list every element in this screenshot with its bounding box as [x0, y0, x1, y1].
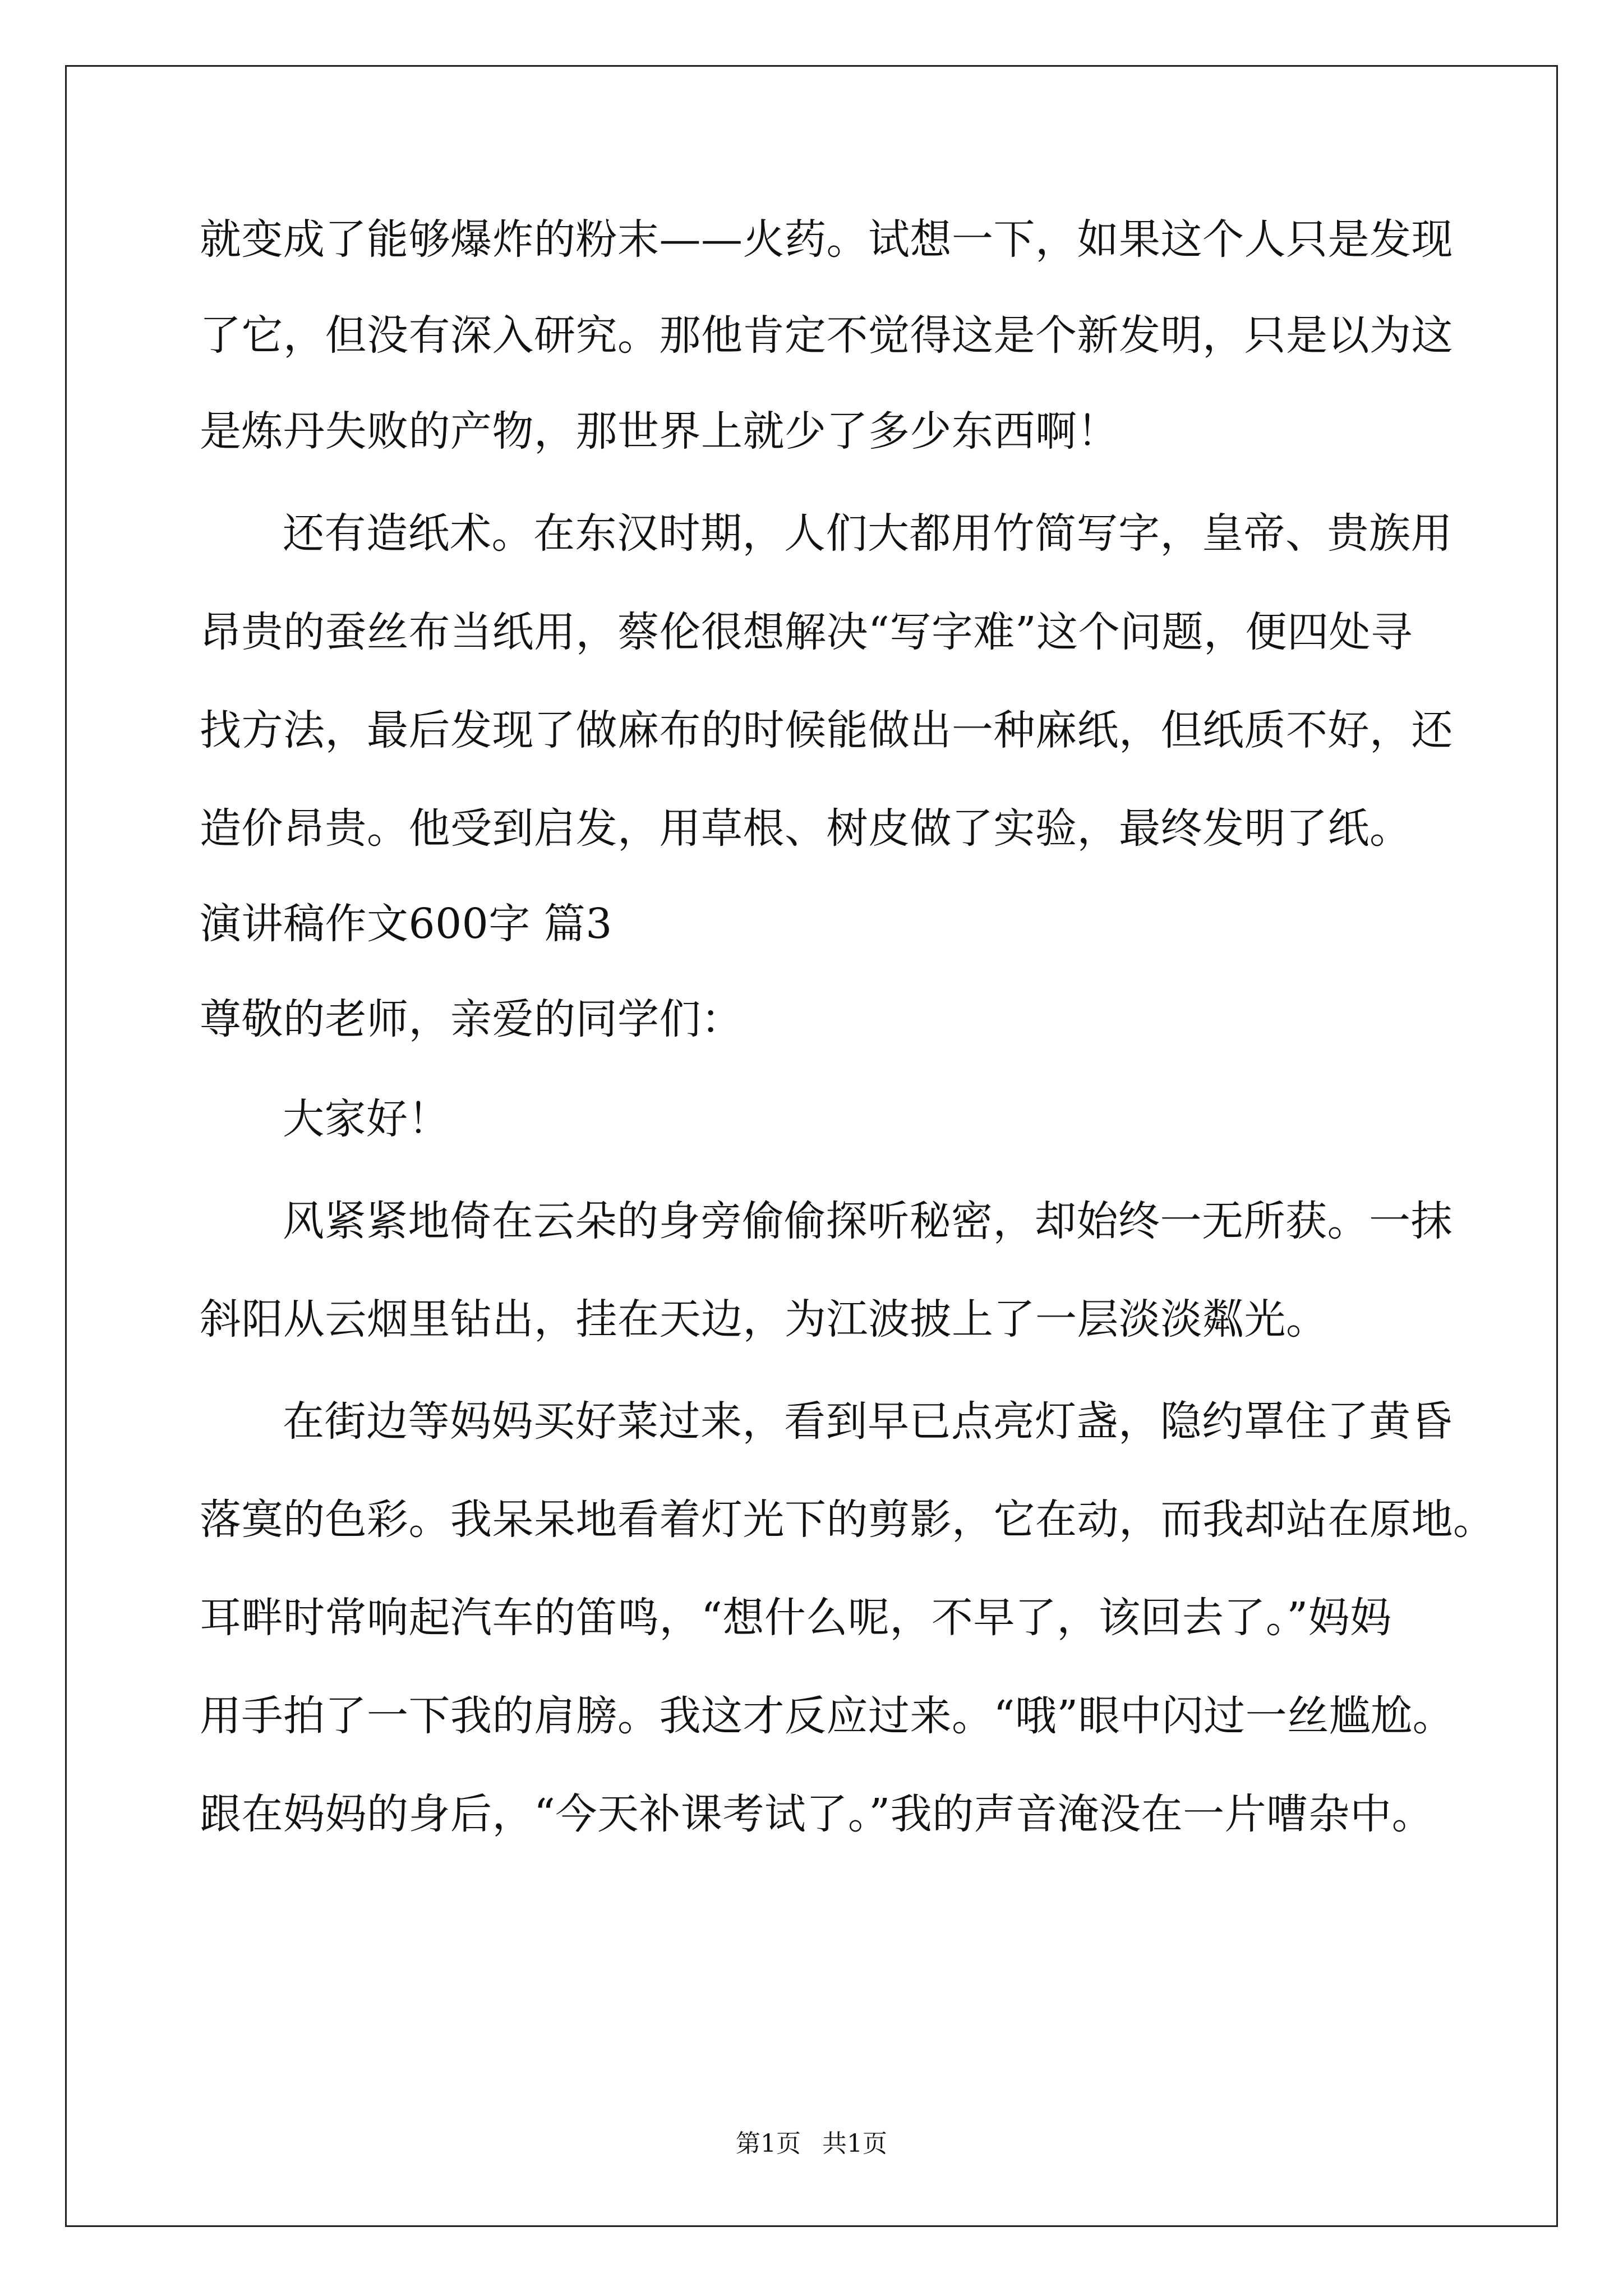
greeting: 大家好！ — [283, 1095, 450, 1143]
paragraph-line: 耳畔时常响起汽车的笛鸣，“想什么呢，不早了，该回去了。”妈妈 — [200, 1594, 1392, 1642]
paragraph-line: 造价昂贵。他受到启发，用草根、树皮做了实验，最终发明了纸。 — [200, 804, 1412, 853]
page-footer — [0, 2129, 1623, 2158]
paragraph-line: 斜阳从云烟里钻出，挂在天边，为江波披上了一层淡淡粼光。 — [200, 1295, 1328, 1343]
paragraph-line: 就变成了能够爆炸的粉末——火药。试想一下，如果这个人只是发现 — [200, 215, 1453, 264]
section-heading: 演讲稿作文600字 篇3 — [200, 900, 612, 948]
paragraph-line: 还有造纸术。在东汉时期，人们大都用竹简写字，皇帝、贵族用 — [283, 509, 1453, 558]
page-number: 第1页 — [736, 2129, 801, 2158]
paragraph-line: 了它，但没有深入研究。那他肯定不觉得这是个新发明，只是以为这 — [200, 311, 1453, 360]
paragraph-line: 昂贵的蚕丝布当纸用，蔡伦很想解决“写字难”这个问题，便四处寻 — [200, 608, 1413, 656]
page-border — [65, 65, 1558, 2227]
page-total: 共1页 — [822, 2129, 887, 2158]
paragraph-line: 在街边等妈妈买好菜过来，看到早已点亮灯盏，隐约罩住了黄昏 — [283, 1397, 1453, 1446]
paragraph-line: 用手拍了一下我的肩膀。我这才反应过来。“哦”眼中闪过一丝尴尬。 — [200, 1692, 1455, 1740]
paragraph-line: 找方法，最后发现了做麻布的时候能做出一种麻纸，但纸质不好，还 — [200, 706, 1453, 754]
paragraph-line: 落寞的色彩。我呆呆地看着灯光下的剪影，它在动，而我却站在原地。 — [200, 1496, 1495, 1544]
paragraph-line: 风紧紧地倚在云朵的身旁偷偷探听秘密，却始终一无所获。一抹 — [283, 1197, 1453, 1245]
paragraph-line: 跟在妈妈的身后，“今天补课考试了。”我的声音淹没在一片嘈杂中。 — [200, 1790, 1434, 1838]
salutation: 尊敬的老师，亲爱的同学们： — [200, 995, 743, 1043]
paragraph-line: 是炼丹失败的产物，那世界上就少了多少东西啊！ — [200, 407, 1119, 455]
